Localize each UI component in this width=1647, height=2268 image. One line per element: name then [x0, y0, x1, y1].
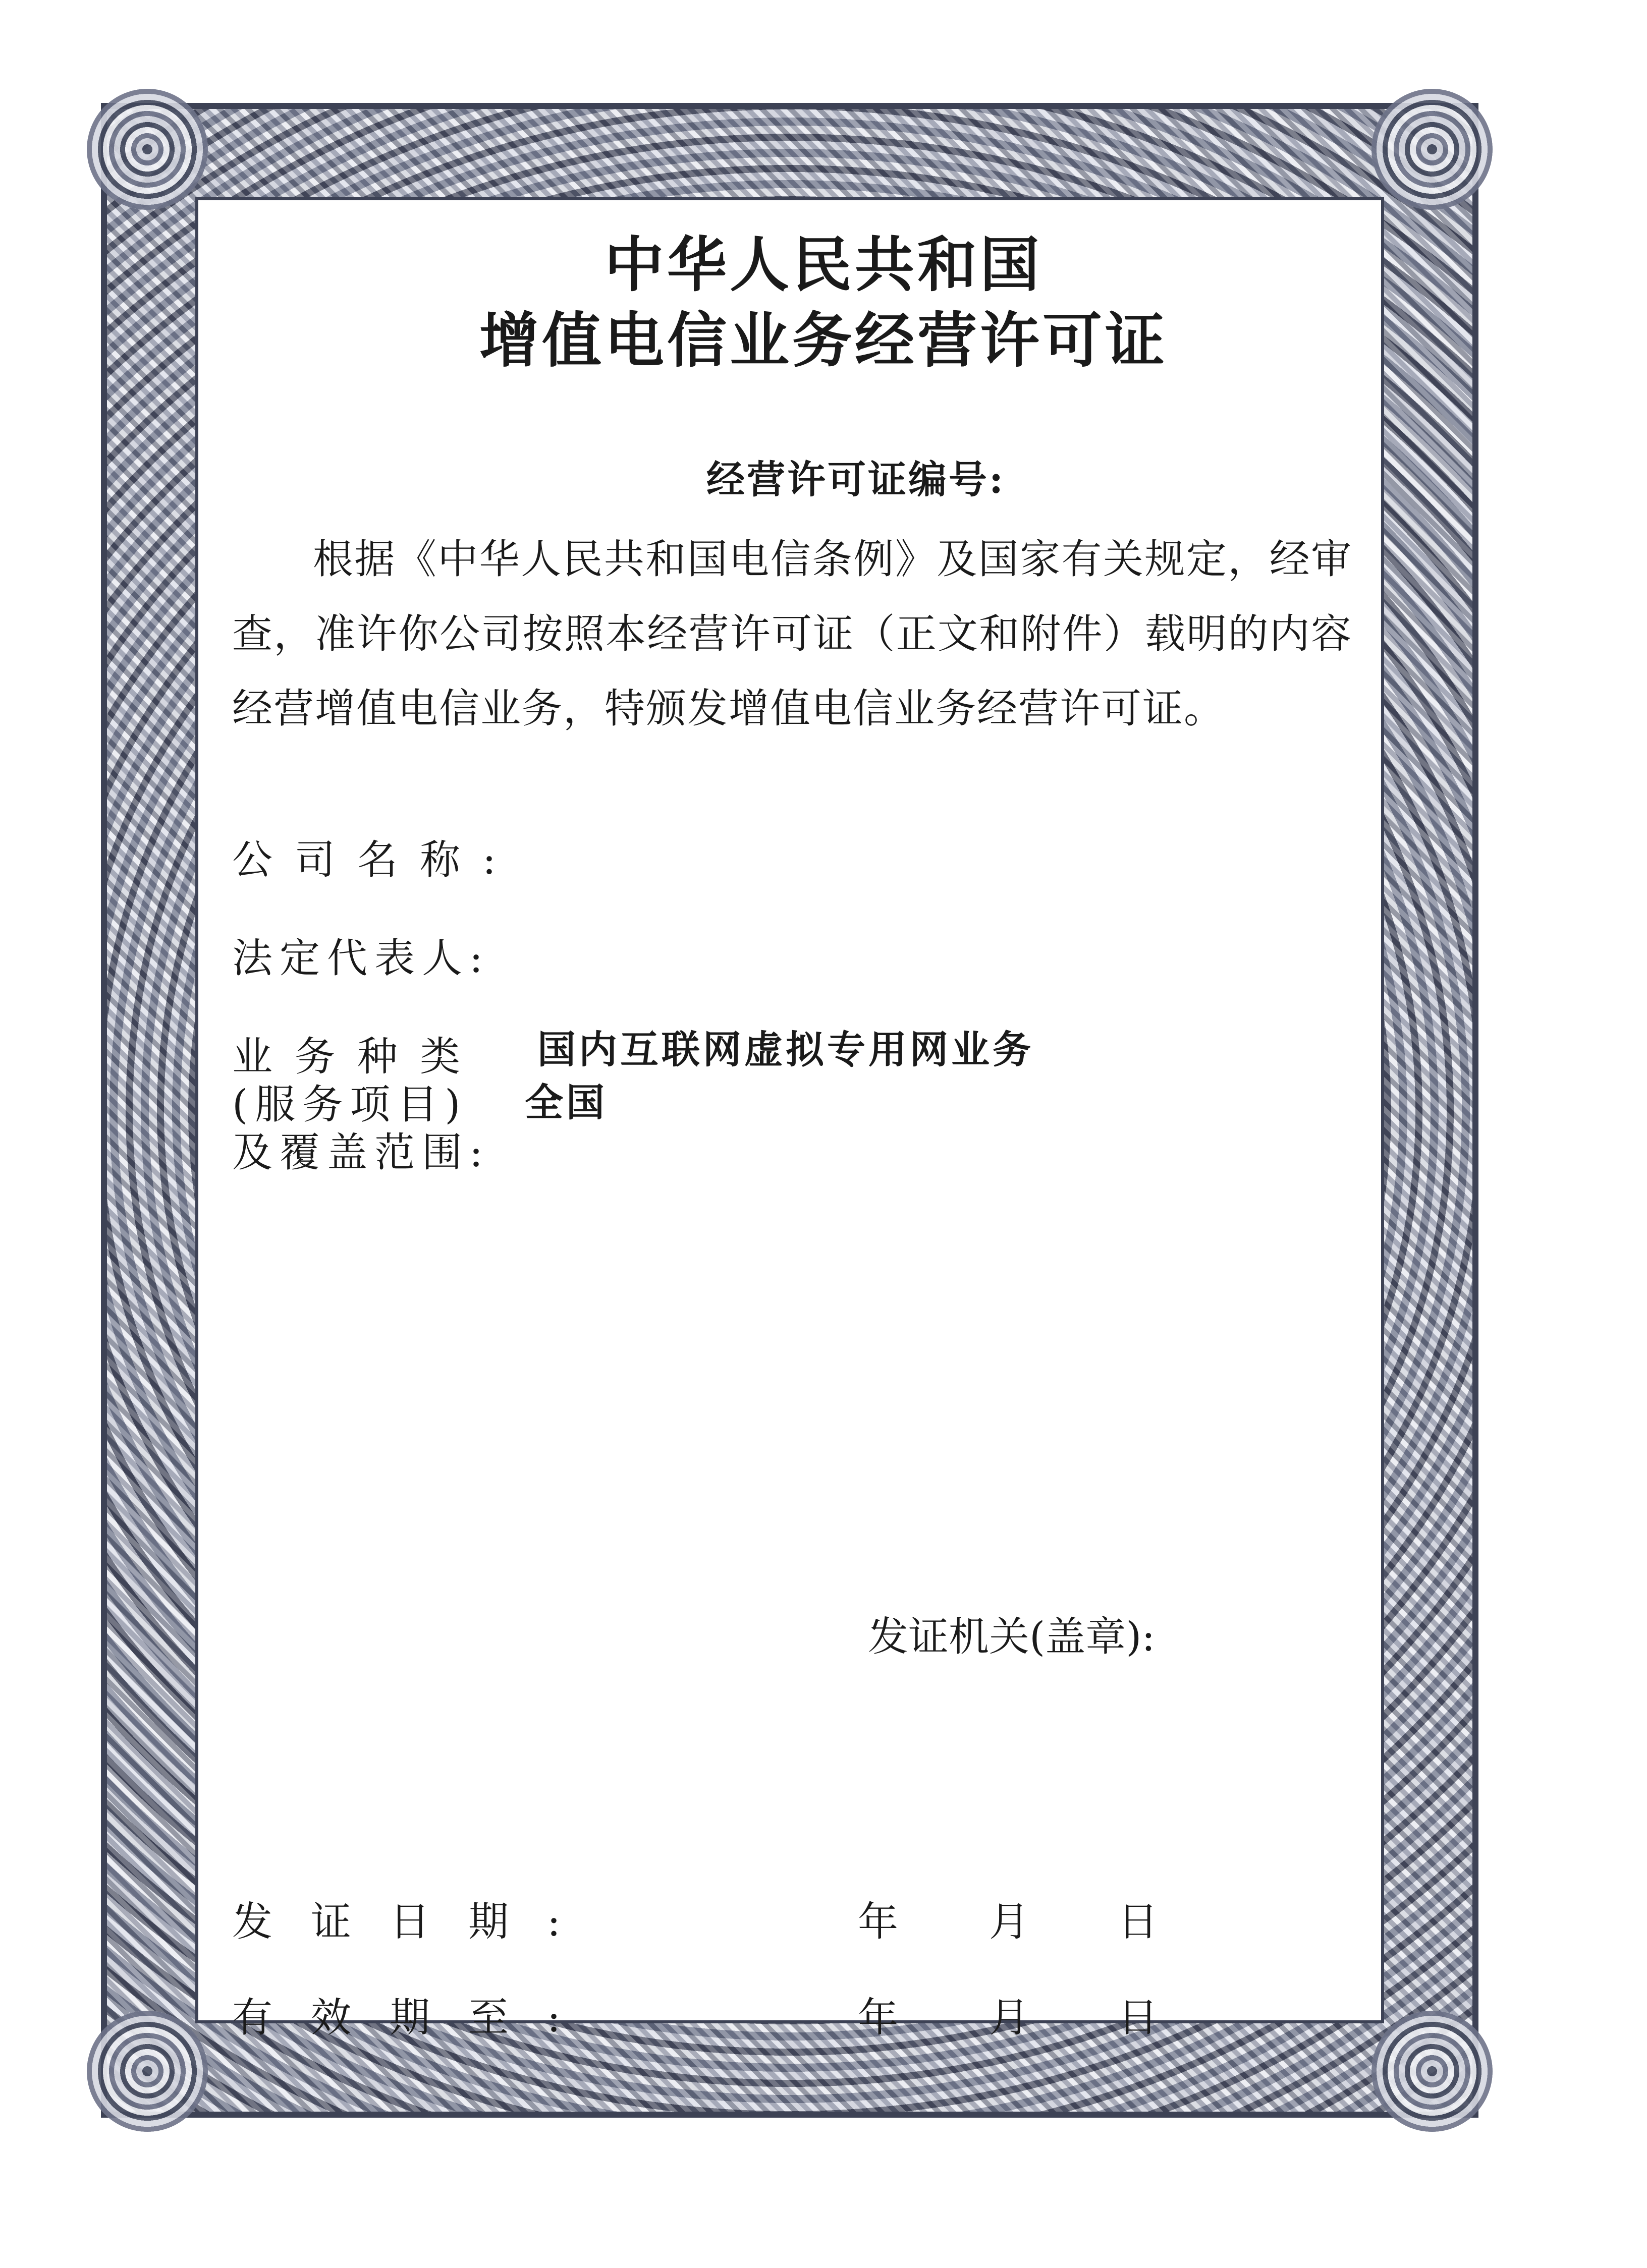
company-name-label: 公司名称:: [232, 836, 518, 883]
title-license: 增值电信业务经营许可证: [479, 305, 1168, 375]
issue-date-label: 发证日期:: [232, 1898, 599, 1945]
expiry-date-month: 月: [989, 1994, 1029, 2041]
business-type-label-line2: (服务项目): [232, 1081, 468, 1128]
issue-date-year: 年: [858, 1898, 898, 1945]
title-country: 中华人民共和国: [604, 230, 1042, 300]
issue-date-day: 日: [1118, 1898, 1158, 1945]
legal-representative-label: 法定代表人:: [232, 935, 490, 982]
issuing-authority-seal-label: 发证机关(盖章):: [868, 1613, 1156, 1660]
expiry-date-label: 有效期至:: [232, 1994, 599, 2041]
business-type-label-line1: 业务种类: [232, 1033, 482, 1080]
expiry-date-day: 日: [1118, 1994, 1158, 2041]
business-type-label-line3: 及覆盖范围:: [232, 1129, 490, 1176]
authorization-paragraph: 根据《中华人民共和国电信条例》及国家有关规定，经审查，准许你公司按照本经营许可证（正文和附件）载明的内容经营增值电信业务，特颁发增值电信业务经营许可证。: [232, 536, 1352, 732]
license-number-label: 经营许可证编号:: [706, 457, 1006, 502]
expiry-date-year: 年: [858, 1994, 898, 2041]
coverage-value: 全国: [525, 1080, 608, 1125]
issue-date-month: 月: [989, 1898, 1029, 1945]
business-type-value: 国内互联网虚拟专用网业务: [537, 1027, 1034, 1072]
